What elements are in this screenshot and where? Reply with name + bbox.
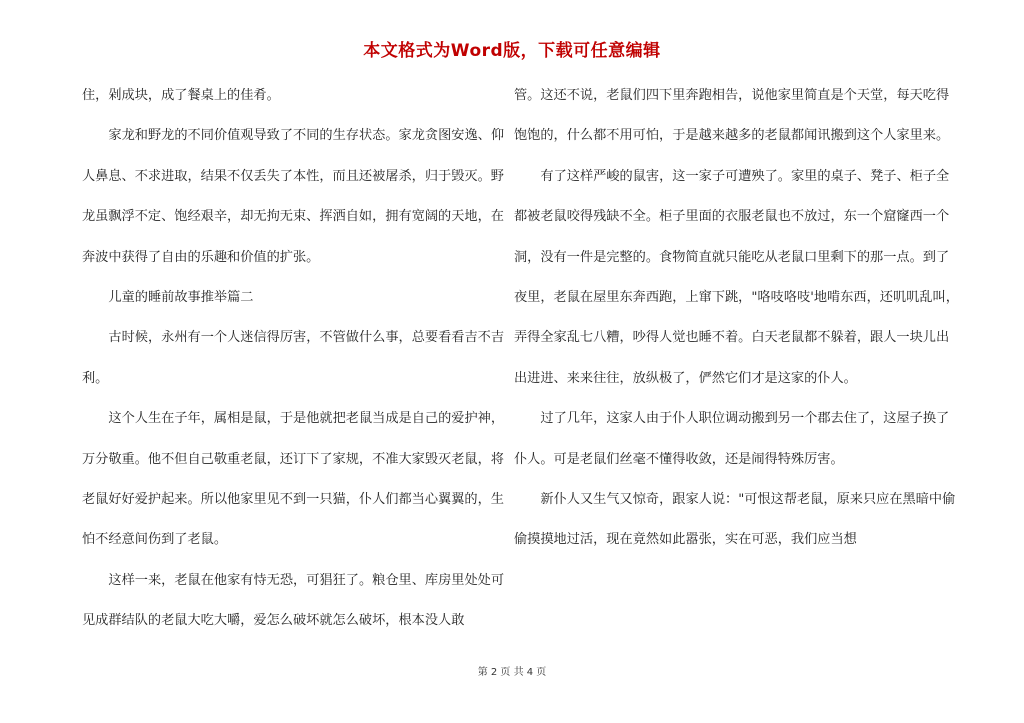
paragraph: 管。这还不说，老鼠们四下里奔跑相告，说他家里简直是个天堂，每天吃得饱饱的，什么都不用可怕，于是越来越多的老鼠都闻讯搬到这个人家里来。	[514, 88, 950, 144]
paragraph: 家龙和野龙的不同价值观导致了不同的生存状态。家龙贪图安逸、仰人鼻息、不求进取，结果不仅丢失了本性，而且还被屠杀，归于毁灭。野龙虽飘浮不定、饱经艰辛，却无拘无束、挥洒自如，拥有宽阔的天地，在奔波中获得了自由的乐趣和价值的扩张。	[82, 128, 505, 265]
left-text-column	[82, 76, 514, 642]
right-text-column	[514, 76, 962, 561]
paragraph: 过了几年，这家人由于仆人职位调动搬到另一个郡去住了，这屋子换了仆人。可是老鼠们丝毫不懂得收敛，还是闹得特殊厉害。	[514, 411, 950, 467]
page-number-footer: 第 2 页 共 4 页	[477, 667, 547, 678]
paragraph: 住，剁成块，成了餐桌上的佳肴。	[82, 88, 280, 103]
paragraph: 这样一来，老鼠在他家有恃无恐，可猖狂了。粮仓里、库房里处处可见成群结队的老鼠大吃大嚼，爱怎么破坏就怎么破坏，根本没人敢	[82, 572, 505, 629]
document-banner: 本文格式为Word版，下载可任意编辑	[363, 41, 661, 61]
paragraph: 这个人生在子年，属相是鼠，于是他就把老鼠当成是自己的爱护神，万分敬重。他不但自己敬重老鼠，还订下了家规，不准大家毁灭老鼠，将老鼠好好爱护起来。所以他家里见不到一只猫，仆人们都当心翼翼的，生怕不经意间伤到了老鼠。	[82, 411, 505, 548]
paragraph: 有了这样严峻的鼠害，这一家子可遭殃了。家里的桌子、凳子、柜子全都被老鼠咬得残缺不全。柜子里面的衣服老鼠也不放过，东一个窟窿西一个洞，没有一件是完整的。食物简直就只能吃从老鼠口里剩下的那一点。到了夜里，老鼠在屋里东奔西跑，上窜下跳，"咯吱咯吱'地啃东西，还叽叽乱叫，弄得全家乱七八糟，吵得人觉也睡不着。白天老鼠都不躲着，跟人一块儿出出进进、来来往往，放纵极了，俨然它们才是这家的仆人。	[514, 168, 959, 386]
section-heading: 儿童的睡前故事推举篇二	[108, 290, 254, 306]
paragraph: 古时候，永州有一个人迷信得厉害，不管做什么事，总要看看吉不吉利。	[82, 330, 505, 386]
paragraph: 新仆人又生气又惊奇，跟家人说："可恨这帮老鼠，原来只应在黑暗中偷偷摸摸地过活，现在竟然如此嚣张，实在可恶，我们应当想	[514, 492, 956, 548]
